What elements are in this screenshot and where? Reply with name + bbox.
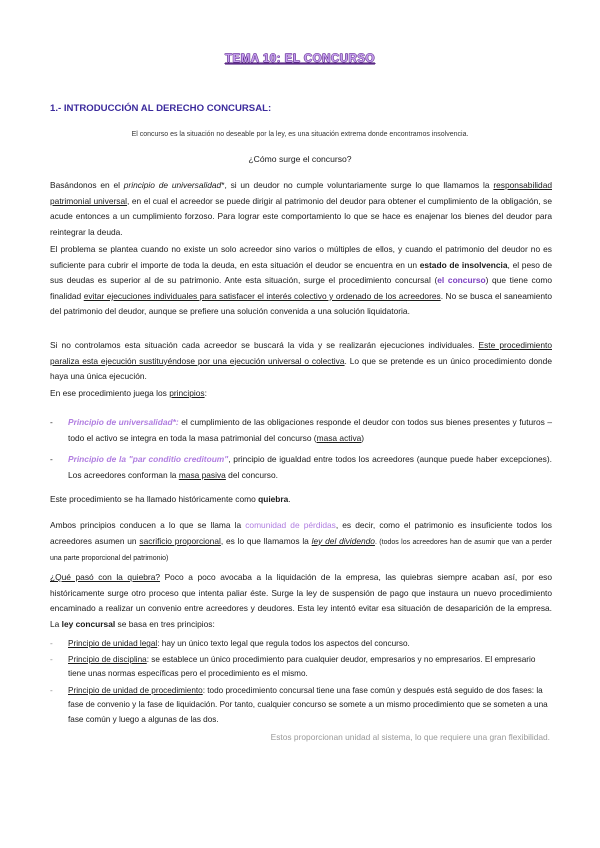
bullet-item-par-conditio: - Principio de la "par conditio creditoum", principio de igualdad entre todos los acreedores (aunque puede haber excepciones). Los acreedores conforman la masa pasiva del concurso. — [50, 454, 552, 480]
paragraph-2: El problema se plantea cuando no existe un solo acreedor sino varios o múltiples de ellos, y cuando el patrimonio del deudor no es suficiente para cubrir el importe de toda la deuda, en esta situación el deudor se encuentra en un estado de insolvencia, el peso de sus deudas es superior al de su patrimonio. Ante esta situación, surge el procedimiento concursal (el concurso) que tiene como finalidad evitar ejecuciones individuales para satisfacer el interés colectivo y ordenado de los acreedores. No se busca el saneamiento del patrimonio del deudor, aunque se prefiere una solución convenida a una solución liquidatoria. — [50, 244, 553, 317]
closing-note: Estos proporcionan unidad al sistema, lo que requiere una gran flexibilidad. — [270, 732, 550, 742]
paragraph-3: Si no controlamos esta situación cada acreedor se buscará la vida y se realizarán ejecuciones individuales. Este procedimiento paraliza esta ejecución sustituyéndose por una ejecución universal o colectiva. Lo que se pretende es un único procedimiento donde haya una única ejecución. — [50, 340, 552, 382]
section-heading: 1.- INTRODUCCIÓN AL DERECHO CONCURSAL: — [50, 103, 272, 114]
list-item-disciplina: - Principio de disciplina: se establece un único procedimiento para cualquier deudor, empresarios y no empresarios. El empresario tiene unas normas específicas pero el procedimiento es el mismo. — [50, 655, 536, 679]
paragraph-7: ¿Qué pasó con la quiebra? Poco a poco avocaba a la liquidación de la empresa, las quiebras siempre acaban así, por eso históricamente surge otro proceso que intenta paliar éste. Surge la ley de suspensión de pago que instaura un nuevo procedimiento encaminado a realizar un convenio entre acreedores y deudores. Esta ley intentó evitar esa situación de desaparición de la empresa. La ley concursal se basa en tres principios: — [50, 572, 552, 629]
intro-line: El concurso es la situación no deseable por la ley, es una situación extrema donde encontramos insolvencia. — [131, 131, 469, 138]
question-line: ¿Cómo surge el concurso? — [248, 154, 352, 164]
paragraph-1: Basándonos en el principio de universalidad*, si un deudor no cumple voluntariamente surge lo que llamamos la responsabilidad patrimonial universal, en el cual el acreedor se puede dirigir al patrimonio del deudor para obtener el cumplimiento de la obligación, se acude entonces a un cumplimiento forzoso. Para lograr este comportamiento lo que se hace es enajenar los bienes del deudor para reintegrar la deuda. — [50, 180, 553, 237]
paragraph-5: Este procedimiento se ha llamado históricamente como quiebra. — [50, 494, 291, 504]
paragraph-4: En ese procedimiento juega los principios: — [50, 388, 207, 398]
list-item-unidad-legal: - Principio de unidad legal: hay un único texto legal que regula todos los aspectos del concurso. — [50, 639, 410, 648]
page-title: TEMA 10: EL CONCURSO — [225, 53, 375, 65]
list-item-unidad-procedimiento: - Principio de unidad de procedimiento: todo procedimiento concursal tiene una fase común y después está seguido de dos fases: la fase de convenio y la fase de liquidación. Por tanto, cualquier concurso se somete a un mismo procedimiento que se someten a una fase común y luego a algunas de las dos. — [50, 686, 548, 724]
bullet-item-universalidad: - Principio de universalidad*: el cumplimiento de las obligaciones responde el deudor con todos sus bienes presentes y futuros – todo el activo se integra en toda la masa patrimonial del concurso (masa activa) — [50, 417, 552, 443]
paragraph-6: Ambos principios conducen a lo que se llama la comunidad de pérdidas, es decir, como el patrimonio es insuficiente todos los acreedores asumen un sacrificio proporcional, es lo que llamamos la ley del dividendo. (todos los acreedores han de asumir que van a perder una parte proporcional del patrimonio) — [50, 520, 552, 563]
